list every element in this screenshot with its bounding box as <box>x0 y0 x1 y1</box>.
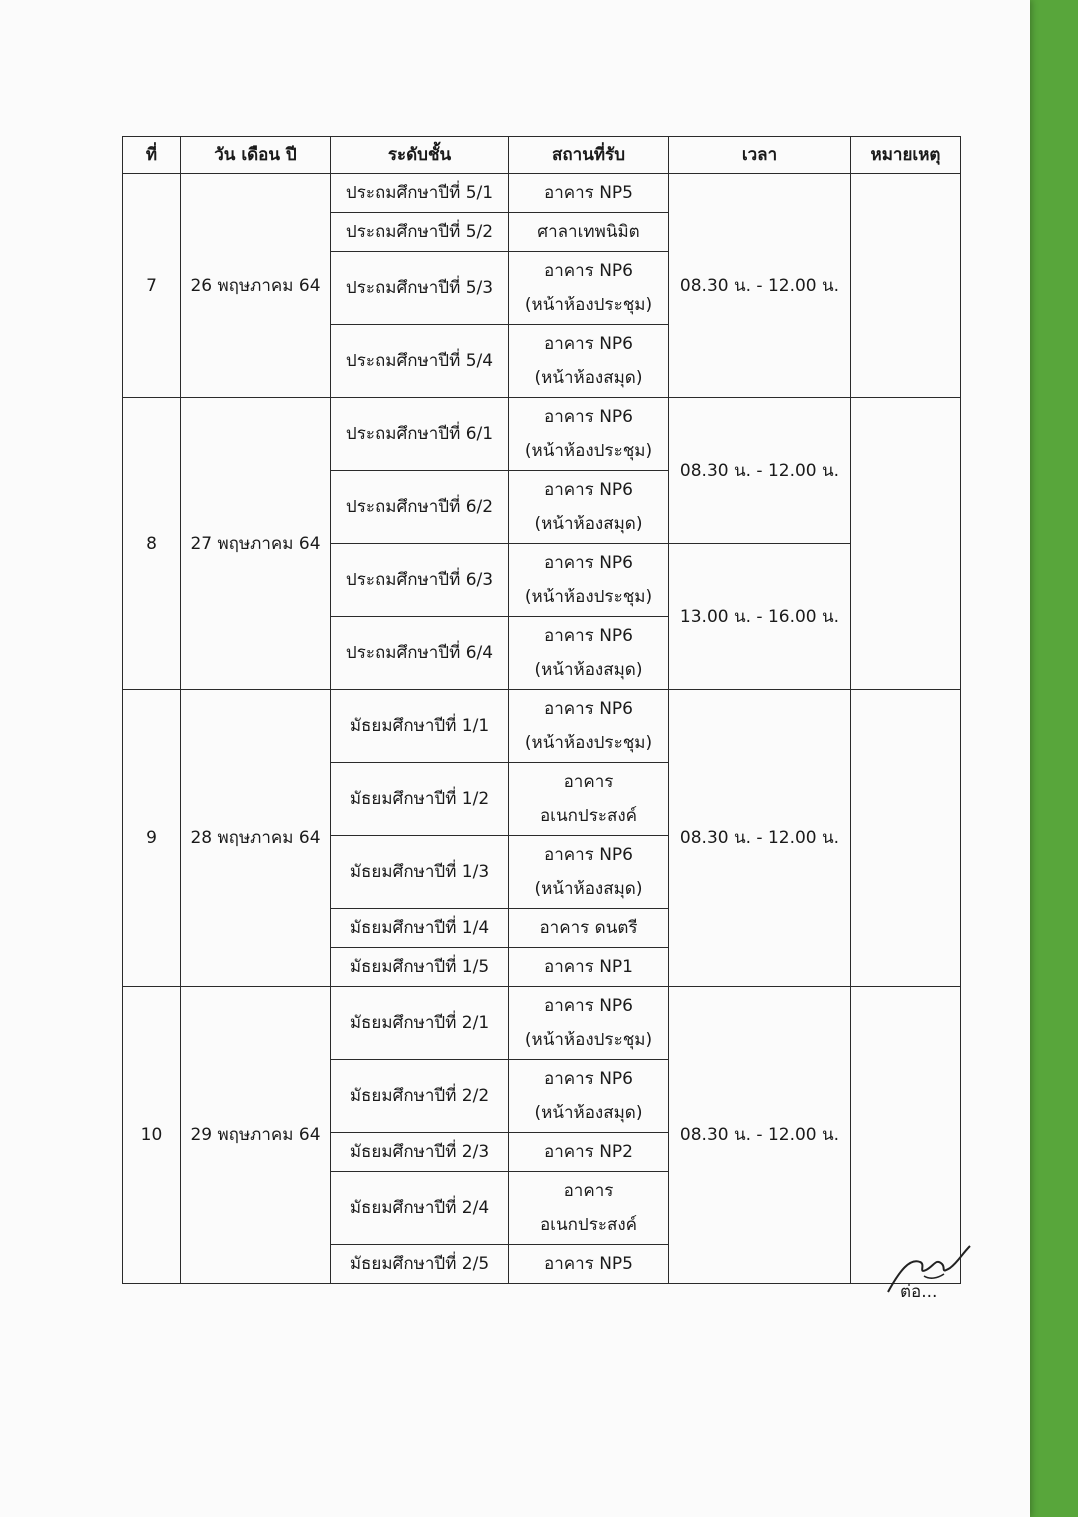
place-line: อาคาร NP6 <box>544 1069 633 1089</box>
place-line: อาคาร NP6 <box>544 334 633 354</box>
table-row <box>123 987 961 1060</box>
table-row <box>123 690 961 763</box>
time-cell: 13.00 น. - 16.00 น. <box>669 544 851 690</box>
place-line: อเนกประสงค์ <box>539 806 638 826</box>
place-line: อาคาร <box>563 1181 614 1201</box>
note-cell <box>851 690 961 987</box>
schedule-table <box>122 136 961 1284</box>
level-cell: ประถมศึกษาปีที่ 5/3 <box>331 252 509 325</box>
header-level: ระดับชั้น <box>331 137 509 174</box>
row-number: 9 <box>123 690 181 987</box>
place-cell <box>509 213 669 252</box>
place-cell <box>509 398 669 471</box>
place-line: อาคาร NP6 <box>544 626 633 646</box>
place-line: อาคาร NP6 <box>544 845 633 865</box>
place-cell <box>509 763 669 836</box>
place-cell <box>509 836 669 909</box>
place-cell <box>509 909 669 948</box>
note-cell <box>851 398 961 690</box>
place-line: (หน้าห้องสมุด) <box>534 660 643 680</box>
header-date: วัน เดือน ปี <box>181 137 331 174</box>
time-cell: 08.30 น. - 12.00 น. <box>669 987 851 1284</box>
place-line: อาคาร NP6 <box>544 553 633 573</box>
date-cell: 27 พฤษภาคม 64 <box>181 398 331 690</box>
place-line: อาคาร ดนตรี <box>539 918 638 938</box>
place-line: อาคาร NP6 <box>544 407 633 427</box>
level-cell: มัธยมศึกษาปีที่ 1/5 <box>331 948 509 987</box>
place-cell <box>509 1133 669 1172</box>
level-cell: ประถมศึกษาปีที่ 6/4 <box>331 617 509 690</box>
level-cell: มัธยมศึกษาปีที่ 1/4 <box>331 909 509 948</box>
place-line: (หน้าห้องสมุด) <box>534 514 643 534</box>
place-line: (หน้าห้องสมุด) <box>534 368 643 388</box>
place-cell <box>509 544 669 617</box>
header-row <box>123 137 961 174</box>
level-cell: มัธยมศึกษาปีที่ 1/2 <box>331 763 509 836</box>
place-cell <box>509 1060 669 1133</box>
level-cell: ประถมศึกษาปีที่ 5/4 <box>331 325 509 398</box>
level-cell: มัธยมศึกษาปีที่ 1/3 <box>331 836 509 909</box>
date-cell: 28 พฤษภาคม 64 <box>181 690 331 987</box>
place-cell <box>509 471 669 544</box>
place-line: (หน้าห้องสมุด) <box>534 1103 643 1123</box>
place-line: อาคาร NP6 <box>544 261 633 281</box>
schedule-body <box>123 174 961 1284</box>
time-cell: 08.30 น. - 12.00 น. <box>669 174 851 398</box>
level-cell: ประถมศึกษาปีที่ 5/1 <box>331 174 509 213</box>
place-line: อาคาร NP5 <box>544 183 633 203</box>
time-cell: 08.30 น. - 12.00 น. <box>669 690 851 987</box>
date-cell: 29 พฤษภาคม 64 <box>181 987 331 1284</box>
place-line: อาคาร NP5 <box>544 1254 633 1274</box>
note-cell <box>851 987 961 1284</box>
continued-label: ต่อ... <box>900 1282 938 1302</box>
place-cell <box>509 252 669 325</box>
time-cell: 08.30 น. - 12.00 น. <box>669 398 851 544</box>
row-number: 10 <box>123 987 181 1284</box>
place-line: อาคาร NP6 <box>544 996 633 1016</box>
place-line: อาคาร NP6 <box>544 699 633 719</box>
place-line: อาคาร NP1 <box>544 957 633 977</box>
place-cell <box>509 690 669 763</box>
date-cell: 26 พฤษภาคม 64 <box>181 174 331 398</box>
level-cell: มัธยมศึกษาปีที่ 2/3 <box>331 1133 509 1172</box>
level-cell: ประถมศึกษาปีที่ 5/2 <box>331 213 509 252</box>
place-cell <box>509 325 669 398</box>
level-cell: มัธยมศึกษาปีที่ 2/2 <box>331 1060 509 1133</box>
place-line: อาคาร <box>563 772 614 792</box>
place-line: (หน้าห้องประชุม) <box>524 1030 653 1050</box>
place-line: ศาลาเทพนิมิต <box>537 222 640 242</box>
level-cell: มัธยมศึกษาปีที่ 2/1 <box>331 987 509 1060</box>
header-no: ที่ <box>123 137 181 174</box>
place-cell <box>509 987 669 1060</box>
place-cell <box>509 174 669 213</box>
level-cell: มัธยมศึกษาปีที่ 2/5 <box>331 1245 509 1284</box>
place-line: (หน้าห้องประชุม) <box>524 733 653 753</box>
place-line: (หน้าห้องประชุม) <box>524 587 653 607</box>
table-row <box>123 398 961 471</box>
level-cell: มัธยมศึกษาปีที่ 2/4 <box>331 1172 509 1245</box>
place-cell <box>509 617 669 690</box>
header-time: เวลา <box>669 137 851 174</box>
level-cell: ประถมศึกษาปีที่ 6/1 <box>331 398 509 471</box>
place-cell <box>509 948 669 987</box>
place-cell <box>509 1245 669 1284</box>
header-note: หมายเหตุ <box>851 137 961 174</box>
row-number: 7 <box>123 174 181 398</box>
note-cell <box>851 174 961 398</box>
place-cell <box>509 1172 669 1245</box>
place-line: (หน้าห้องประชุม) <box>524 441 653 461</box>
level-cell: ประถมศึกษาปีที่ 6/3 <box>331 544 509 617</box>
table-row <box>123 174 961 213</box>
level-cell: ประถมศึกษาปีที่ 6/2 <box>331 471 509 544</box>
row-number: 8 <box>123 398 181 690</box>
place-line: (หน้าห้องประชุม) <box>524 295 653 315</box>
place-line: อาคาร NP2 <box>544 1142 633 1162</box>
place-line: (หน้าห้องสมุด) <box>534 879 643 899</box>
level-cell: มัธยมศึกษาปีที่ 1/1 <box>331 690 509 763</box>
place-line: อาคาร NP6 <box>544 480 633 500</box>
header-place: สถานที่รับ <box>509 137 669 174</box>
place-line: อเนกประสงค์ <box>539 1215 638 1235</box>
